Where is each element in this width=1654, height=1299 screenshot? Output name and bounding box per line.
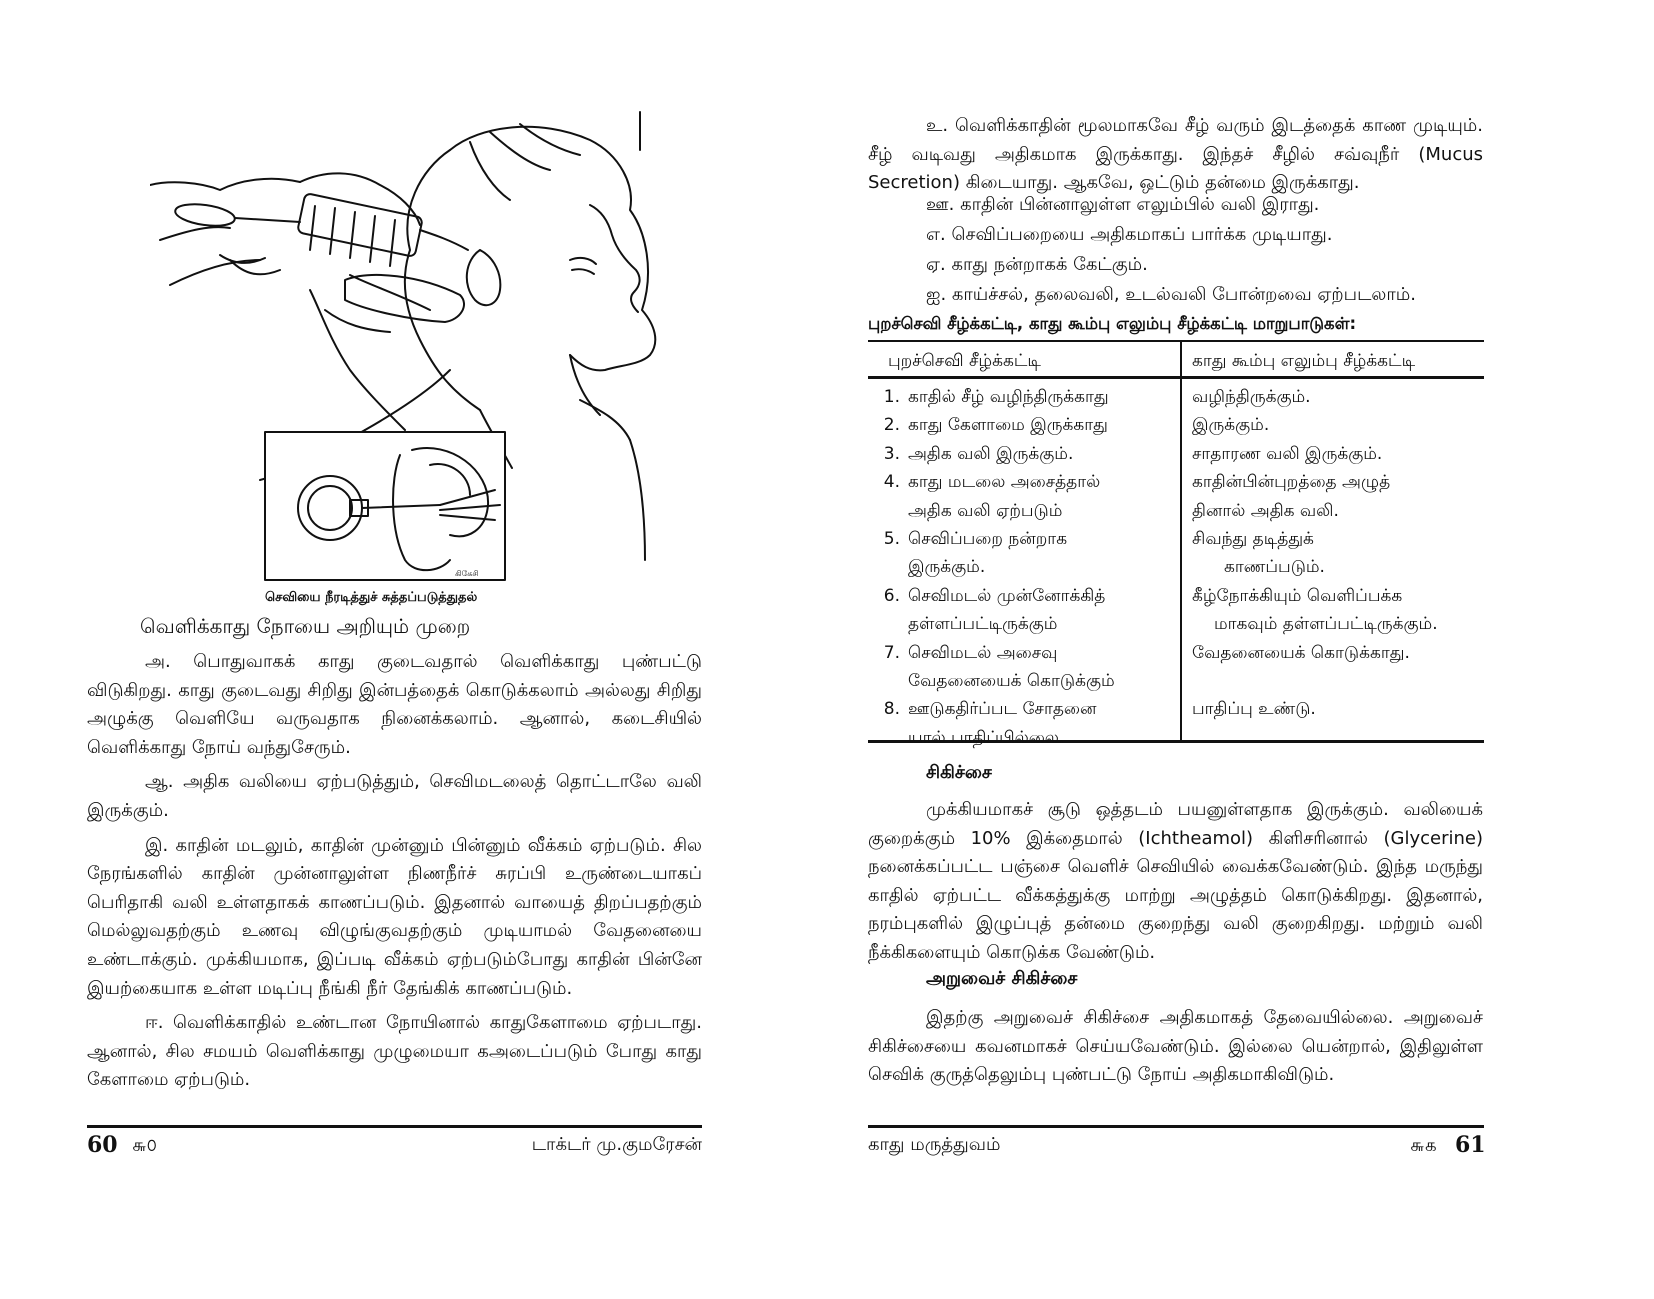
cell-text: வழிந்திருக்கும். — [1192, 387, 1311, 407]
point-line: எ. செவிப்பறையை அதிகமாகப் பார்க்க முடியாது. — [926, 224, 1333, 245]
paragraph: இ. காதின் மடலும், காதின் முன்னும் பின்னும் வீக்கம் ஏற்படும். சில நேரங்களில் காதின் முன்னாலுள்ள நிணநீர்ச் சுரப்பி உருண்டையாகப் பெரிதாகி வலி உள்ளதாகக் காணப்படும். இதனால் வாயைத் திறப்பதற்கும் மெல்லுவதற்கும் உணவு விழுங்குவதற்கும் முடியாமல் வேதனையை உண்டாக்கும். முக்கியமாக, இப்படி வீக்கம் ஏற்படும்போது காதின் பின்னே இயற்கையாக உள்ள மடிப்பு நீங்கி நீர் தேங்கிக் காணப்படும். — [87, 834, 702, 999]
paragraph: அ. பொதுவாகக் காது குடைவதால் வெளிக்காது புண்பட்டு விடுகிறது. காது குடைவது சிறிது இன்பத்தைக் கொடுக்கலாம் அல்லது சிறிது அழுக்கு வெளியே வருவதாக நினைக்கலாம். ஆனால், கடைசியில் வெளிக்காது நோய் வந்துசேரும். — [87, 651, 702, 758]
table-top-rule — [868, 340, 1484, 342]
table-row — [878, 468, 1176, 496]
footer-rule — [868, 1125, 1484, 1128]
cell-text: காது மடலை அசைத்தால் — [908, 472, 1101, 493]
cell-text: காணப்படும். — [1224, 557, 1325, 578]
paragraph: இதற்கு அறுவைச் சிகிச்சை அதிகமாகத் தேவையில்லை. அறுவைச் சிகிச்சையை கவனமாகச் செய்யவேண்டும். இல்லை யென்றால், இதிலுள்ள செவிக் குருத்தெலும்பு புண்பட்டு நோய் அதிகமாகிவிடும். — [868, 1007, 1483, 1086]
paragraph: முக்கியமாகச் சூடு ஒத்தடம் பயனுள்ளதாக இருக்கும். வலியைக் குறைக்கும் 10% இக்தைமால் (Ichtheamol) கிளிசரினால் (Glycerine) நனைக்கப்பட்ட பஞ்சை வெளிச் செவியில் வைக்கவேண்டும். இந்த மருந்து காதில் ஏற்பட்ட வீக்கத்துக்கு மாற்று அழுத்தம் கொடுக்கிறது. இதனால், நரம்புகளில் இழுப்புத் தன்மை குறைந்து வலி குறைகிறது. மற்றும் வலி நீக்கிகளையும் கொடுக்க வேண்டும். — [868, 799, 1483, 963]
left-body — [87, 648, 702, 1095]
section-title: வெளிக்காது நோயை அறியும் முறை — [140, 614, 471, 638]
cell-text: காதில் சீழ் வழிந்திருக்காது — [908, 387, 1109, 407]
row-number: 4. — [883, 472, 900, 493]
cell-text: பாதிப்பு உண்டு. — [1192, 699, 1316, 720]
cell-text: ஊடுகதிர்ப்பட சோதனை — [908, 699, 1097, 720]
row-number: 7. — [883, 642, 900, 663]
paragraph: ஈ. வெளிக்காதில் உண்டான நோயினால் காதுகேளாமை ஏற்படாது. ஆனால், சில சமயம் வெளிக்காது முழுமையா கஅடைப்படும் போது காது கேளாமை ஏற்படும். — [87, 1012, 702, 1091]
table-row — [878, 383, 1176, 411]
table-right-column — [1192, 383, 1484, 724]
row-number: 5. — [883, 529, 900, 550]
table-row-cont — [878, 667, 1176, 695]
footer-rule — [87, 1125, 702, 1128]
tamil-page-numeral: ௬௧ — [1410, 1135, 1437, 1156]
cell-text: தினால் அதிக வலி. — [1192, 500, 1339, 521]
table-row — [878, 695, 1176, 723]
cell-text: காதின்பின்புறத்தை அழுத் — [1192, 472, 1391, 493]
table-column-divider — [1180, 340, 1182, 742]
treatment-paragraph — [868, 796, 1483, 968]
cell-text: மாகவும் தள்ளப்பட்டிருக்கும். — [1214, 614, 1438, 635]
page-number: 61 — [1455, 1132, 1486, 1158]
cell-text: செவிமடல் முன்னோக்கித் — [908, 585, 1106, 606]
table-row-cont — [878, 497, 1176, 525]
row-number: 8. — [883, 699, 900, 720]
surgery-heading: அறுவைச் சிகிச்சை — [926, 968, 1078, 989]
tamil-page-numeral: ௬௦ — [132, 1135, 157, 1156]
point-line: ஊ. காதின் பின்னாலுள்ள எலும்பில் வலி இராது. — [926, 194, 1320, 215]
table-left-column — [878, 383, 1176, 752]
cell-text: தள்ளப்பட்டிருக்கும் — [908, 614, 1058, 635]
paragraph: உ. வெளிக்காதின் மூலமாகவே சீழ் வரும் இடத்தைக் காண முடியும். சீழ் வடிவது அதிகமாக இருக்காது. இந்தச் சீழில் சவ்வுநீர் (Mucus Secretion) கிடையாது. ஆகவே, ஒட்டும் தன்மை இருக்காது. — [868, 115, 1483, 194]
table-row-cont — [878, 610, 1176, 638]
illustrator-signature: கிகேசி — [455, 569, 479, 578]
cell-text: சாதாரண வலி இருக்கும். — [1192, 443, 1383, 464]
table-row — [878, 525, 1176, 553]
table-row — [878, 440, 1176, 468]
cell-text: யால் பாதிப்பில்லை. — [908, 727, 1065, 748]
point-line: ஏ. காது நன்றாகக் கேட்கும். — [926, 254, 1148, 275]
table-title: புறச்செவி சீழ்க்கட்டி, காது கூம்பு எலும்பு சீழ்க்கட்டி மாறுபாடுகள்: — [868, 314, 1357, 333]
cell-text — [1192, 667, 1484, 695]
row-number: 3. — [883, 443, 900, 464]
book-title: காது மருத்துவம் — [868, 1134, 1001, 1155]
point-line: ஐ. காய்ச்சல், தலைவலி, உடல்வலி போன்றவை ஏற்படலாம். — [926, 284, 1416, 305]
surgery-paragraph — [868, 1004, 1483, 1090]
cell-text: செவிமடல் அசைவு — [908, 642, 1058, 663]
cell-text: காது கேளாமை இருக்காது — [908, 415, 1108, 436]
row-number: 6. — [883, 585, 900, 606]
cell-text: இருக்கும். — [908, 557, 986, 578]
right-top-paragraph — [868, 112, 1483, 198]
table-header-left: புறச்செவி சீழ்க்கட்டி — [888, 351, 1041, 371]
cell-text: வேதனையைக் கொடுக்காது. — [1192, 642, 1410, 663]
author-name: டாக்டர் மு.குமரேசன் — [531, 1134, 702, 1155]
ear-syringing-illustration — [150, 110, 695, 610]
table-row — [878, 582, 1176, 610]
table-header-right: காது கூம்பு எலும்பு சீழ்க்கட்டி — [1192, 351, 1416, 371]
cell-text: அதிக வலி இருக்கும். — [908, 443, 1074, 464]
cell-text: சிவந்து தடித்துக் — [1192, 529, 1314, 550]
right-short-lines — [926, 190, 1486, 310]
cell-text: இருக்கும். — [1192, 415, 1270, 436]
cell-text: வேதனையைக் கொடுக்கும் — [908, 671, 1115, 692]
page-number: 60 — [87, 1132, 118, 1158]
table-row-cont — [878, 724, 1176, 752]
figure-caption: செவியை நீரடித்துச் சுத்தப்படுத்துதல் — [265, 590, 478, 605]
treatment-heading: சிகிச்சை — [926, 762, 992, 783]
table-header-rule — [868, 376, 1484, 379]
paragraph: ஆ. அதிக வலியை ஏற்படுத்தும், செவிமடலைத் தொட்டாலே வலி இருக்கும். — [87, 771, 702, 821]
row-number: 1. — [883, 387, 900, 407]
cell-text: கீழ்நோக்கியும் வெளிப்பக்க — [1192, 585, 1403, 606]
table-row — [878, 639, 1176, 667]
cell-text: அதிக வலி ஏற்படும் — [908, 500, 1063, 521]
row-number: 2. — [883, 415, 900, 436]
table-row-cont — [878, 553, 1176, 581]
table-row — [878, 411, 1176, 439]
cell-text: செவிப்பறை நன்றாக — [908, 529, 1068, 550]
